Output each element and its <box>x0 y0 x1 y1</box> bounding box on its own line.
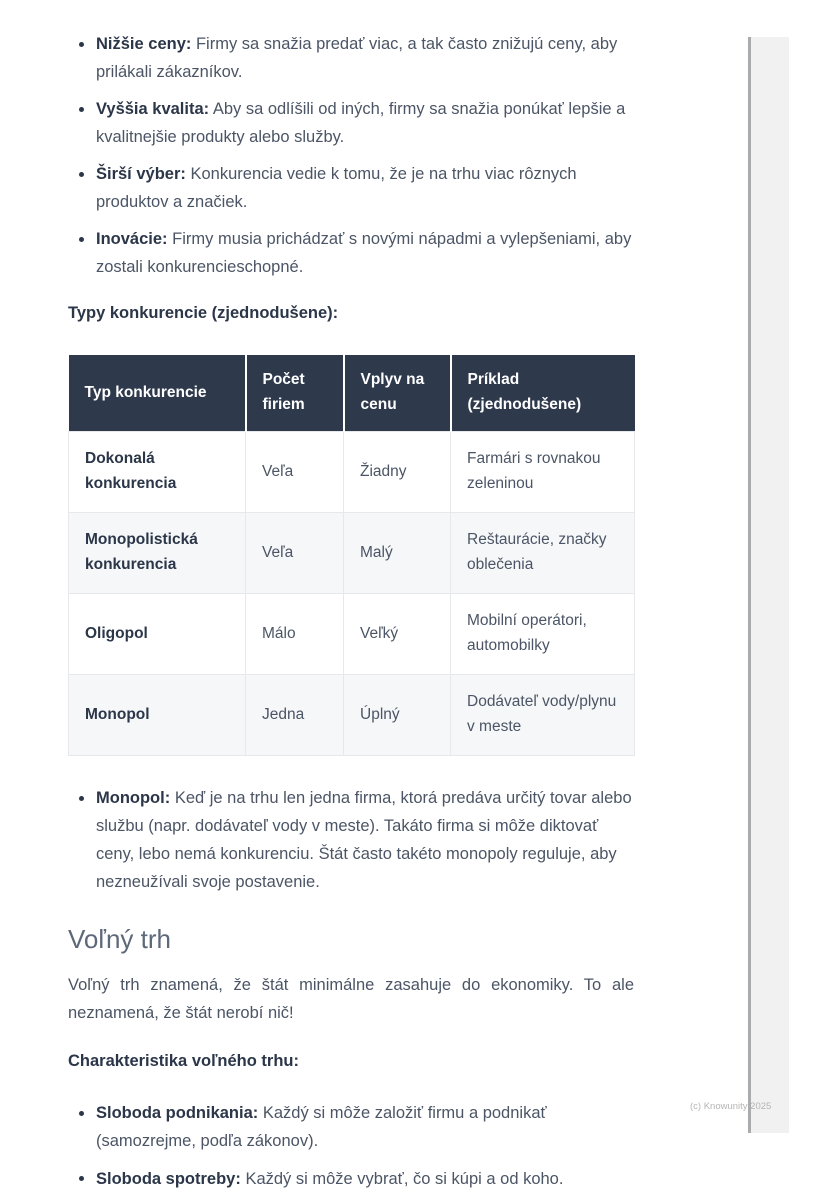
table-row-monopol <box>69 675 635 756</box>
table-cell: Veľa <box>246 513 344 594</box>
table-cell: Reštaurácie, značky oblečenia <box>451 513 635 594</box>
free-market-characteristics-list <box>68 1099 634 1192</box>
table-cell: Dodávateľ vody/plynu v meste <box>451 675 635 756</box>
list-item-lead: Vyššia kvalita: <box>96 100 210 119</box>
list-item <box>68 225 634 281</box>
copyright-footer: (c) Knowunity 2025 <box>690 1101 772 1112</box>
table-header-vplyv-na-cenu: Vplyv na cenu <box>344 355 451 431</box>
table-cell: Veľa <box>246 432 344 513</box>
table-header-row <box>69 355 635 431</box>
list-item-lead: Sloboda podnikania: <box>96 1104 259 1123</box>
section-title-volny-trh: Voľný trh <box>68 924 171 955</box>
table-cell: Úplný <box>344 675 451 756</box>
list-item <box>68 95 634 151</box>
competition-advantages-list <box>68 30 634 281</box>
table-cell: Monopolistická konkurencia <box>69 513 246 594</box>
list-item-text: Keď je na trhu len jedna firma, ktorá predáva určitý tovar alebo službu (napr. dodávateľ vody v meste). Takáto firma si môže diktovať ceny, lebo nemá konkurenciu. Štát často takéto monopoly reguluje, aby nezneužívali svoje postavenie. <box>96 789 632 892</box>
list-item-lead: Monopol: <box>96 789 171 808</box>
monopol-note-list <box>68 784 634 896</box>
list-item-text: Firmy musia prichádzať s novými nápadmi a vylepšeniami, aby zostali konkurencieschopné. <box>96 230 632 277</box>
table-row-oligopol <box>69 594 635 675</box>
table-cell: Dokonalá konkurencia <box>69 432 246 513</box>
list-item-text: Firmy sa snažia predať viac, a tak často znižujú ceny, aby prilákali zákazníkov. <box>96 35 618 82</box>
list-item-text: Každý si môže vybrať, čo si kúpi a od koho. <box>245 1169 564 1188</box>
list-item <box>68 784 634 896</box>
competition-types-table <box>68 355 635 756</box>
table-cell: Veľký <box>344 594 451 675</box>
list-item-text: Aby sa odlíšili od iných, firmy sa snažia ponúkať lepšie a kvalitnejšie produkty alebo služby. <box>96 100 626 147</box>
free-market-subheading: Charakteristika voľného trhu: <box>68 1052 299 1071</box>
table-cell: Farmári s rovnakou zeleninou <box>451 432 635 513</box>
list-item <box>68 1165 634 1193</box>
document-content <box>68 30 634 1202</box>
list-item <box>68 30 634 86</box>
table-section-heading: Typy konkurencie (zjednodušene): <box>68 304 339 323</box>
list-item-text: Konkurencia vedie k tomu, že je na trhu viac rôznych produktov a značiek. <box>96 165 577 212</box>
table-cell: Málo <box>246 594 344 675</box>
list-item-lead: Širší výber: <box>96 165 186 184</box>
free-market-paragraph: Voľný trh znamená, že štát minimálne zasahuje do ekonomiky. To ale neznamená, že štát nerobí nič! <box>68 976 634 1023</box>
table-row-dokonala-konkurencia <box>69 432 635 513</box>
table-row-monopolisticka-konkurencia <box>69 513 635 594</box>
table-header-priklad: Príklad (zjednodušene) <box>451 355 635 431</box>
table-cell: Mobilní operátori, automobilky <box>451 594 635 675</box>
table-header-typ-konkurencie: Typ konkurencie <box>69 355 246 431</box>
list-item <box>68 1099 634 1155</box>
table-cell: Jedna <box>246 675 344 756</box>
table-cell: Malý <box>344 513 451 594</box>
list-item-lead: Nižšie ceny: <box>96 35 192 53</box>
table-cell: Žiadny <box>344 432 451 513</box>
table-header-pocet-firiem: Počet firiem <box>246 355 344 431</box>
table-cell: Oligopol <box>69 594 246 675</box>
list-item-lead: Sloboda spotreby: <box>96 1169 241 1188</box>
scrollbar-track[interactable] <box>748 37 789 1133</box>
table-cell: Monopol <box>69 675 246 756</box>
list-item-text: Každý si môže založiť firmu a podnikať (samozrejme, podľa zákonov). <box>96 1104 547 1151</box>
list-item <box>68 160 634 216</box>
list-item-lead: Inovácie: <box>96 230 168 249</box>
